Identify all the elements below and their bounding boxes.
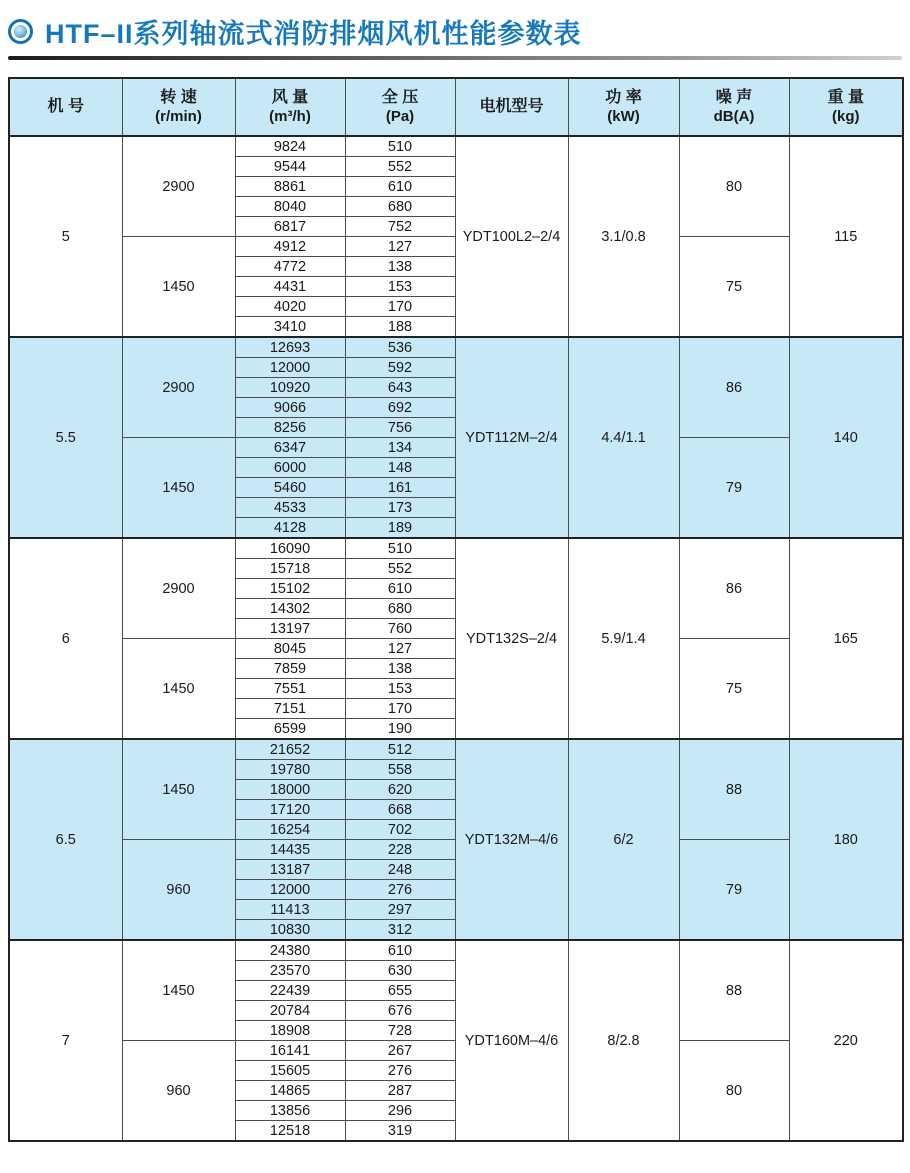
- cell-pressure: 552: [345, 157, 455, 177]
- cell-airflow: 15605: [235, 1061, 345, 1081]
- cell-pressure: 228: [345, 840, 455, 860]
- cell-pressure: 138: [345, 257, 455, 277]
- col-header-label: 全 压: [381, 88, 419, 106]
- cell-airflow: 15102: [235, 579, 345, 599]
- cell-motor-model: YDT132S–2/4: [455, 538, 568, 739]
- cell-airflow: 18908: [235, 1021, 345, 1041]
- cell-speed: 2900: [122, 136, 235, 237]
- cell-pressure: 655: [345, 981, 455, 1001]
- cell-weight: 165: [789, 538, 903, 739]
- table-row: [9, 337, 903, 358]
- cell-noise: 80: [679, 1041, 789, 1142]
- cell-airflow: 16090: [235, 538, 345, 559]
- cell-airflow: 24380: [235, 940, 345, 961]
- cell-weight: 220: [789, 940, 903, 1141]
- cell-airflow: 8045: [235, 639, 345, 659]
- cell-pressure: 760: [345, 619, 455, 639]
- page-title: HTF–II系列轴流式消防排烟风机性能参数表: [45, 19, 582, 49]
- cell-pressure: 536: [345, 337, 455, 358]
- cell-speed: 960: [122, 1041, 235, 1142]
- cell-power: 3.1/0.8: [568, 136, 679, 337]
- col-header-label: 机 号: [47, 98, 84, 115]
- cell-speed: 1450: [122, 739, 235, 840]
- cell-weight: 115: [789, 136, 903, 337]
- col-header-speed: [122, 78, 235, 136]
- col-header-label: 噪 声: [715, 88, 753, 106]
- cell-airflow: 7859: [235, 659, 345, 679]
- cell-pressure: 610: [345, 177, 455, 197]
- cell-pressure: 752: [345, 217, 455, 237]
- cell-motor-model: YDT132M–4/6: [455, 739, 568, 940]
- cell-airflow: 4128: [235, 518, 345, 539]
- cell-pressure: 161: [345, 478, 455, 498]
- col-header-weight: [789, 78, 903, 136]
- cell-pressure: 510: [345, 538, 455, 559]
- cell-noise: 79: [679, 840, 789, 941]
- cell-airflow: 19780: [235, 760, 345, 780]
- cell-pressure: 127: [345, 237, 455, 257]
- cell-airflow: 9066: [235, 398, 345, 418]
- cell-airflow: 22439: [235, 981, 345, 1001]
- cell-airflow: 6599: [235, 719, 345, 740]
- cell-pressure: 680: [345, 599, 455, 619]
- col-header-label: 转 速: [160, 88, 197, 106]
- cell-power: 8/2.8: [568, 940, 679, 1141]
- cell-power: 4.4/1.1: [568, 337, 679, 538]
- cell-airflow: 13187: [235, 860, 345, 880]
- cell-airflow: 17120: [235, 800, 345, 820]
- table-row: [9, 940, 903, 961]
- cell-noise: 88: [679, 739, 789, 840]
- cell-motor-model: YDT160M–4/6: [455, 940, 568, 1141]
- cell-motor-model: YDT112M–2/4: [455, 337, 568, 538]
- cell-airflow: 6817: [235, 217, 345, 237]
- col-header-noise: [679, 78, 789, 136]
- cell-airflow: 3410: [235, 317, 345, 338]
- cell-pressure: 510: [345, 136, 455, 157]
- bullet-target-icon-core: [14, 25, 27, 38]
- col-header-airflow: [235, 78, 345, 136]
- cell-airflow: 14865: [235, 1081, 345, 1101]
- cell-pressure: 297: [345, 900, 455, 920]
- cell-noise: 75: [679, 237, 789, 338]
- title-bar: [0, 0, 910, 51]
- col-header-label: 功 率: [605, 88, 642, 106]
- cell-pressure: 728: [345, 1021, 455, 1041]
- cell-airflow: 13197: [235, 619, 345, 639]
- cell-pressure: 170: [345, 699, 455, 719]
- cell-airflow: 7151: [235, 699, 345, 719]
- cell-pressure: 319: [345, 1121, 455, 1142]
- col-header-unit: dB(A): [713, 107, 755, 125]
- cell-pressure: 702: [345, 820, 455, 840]
- fan-performance-table: [8, 77, 904, 1142]
- cell-airflow: 9544: [235, 157, 345, 177]
- cell-pressure: 558: [345, 760, 455, 780]
- cell-model-no: 5.5: [9, 337, 122, 538]
- cell-pressure: 276: [345, 880, 455, 900]
- cell-speed: 2900: [122, 538, 235, 639]
- cell-power: 6/2: [568, 739, 679, 940]
- cell-pressure: 756: [345, 418, 455, 438]
- cell-airflow: 4533: [235, 498, 345, 518]
- cell-pressure: 592: [345, 358, 455, 378]
- cell-airflow: 12518: [235, 1121, 345, 1142]
- col-header-motor: [455, 78, 568, 136]
- cell-airflow: 23570: [235, 961, 345, 981]
- cell-airflow: 6000: [235, 458, 345, 478]
- cell-pressure: 680: [345, 197, 455, 217]
- title-underline-rule: [8, 56, 902, 60]
- cell-airflow: 21652: [235, 739, 345, 760]
- col-header-unit: (Pa): [385, 107, 415, 125]
- cell-model-no: 7: [9, 940, 122, 1141]
- cell-weight: 180: [789, 739, 903, 940]
- cell-airflow: 16141: [235, 1041, 345, 1061]
- cell-pressure: 643: [345, 378, 455, 398]
- col-header-model-no: [9, 78, 122, 136]
- cell-pressure: 190: [345, 719, 455, 740]
- col-header-unit: (r/min): [155, 107, 202, 125]
- cell-airflow: 13856: [235, 1101, 345, 1121]
- cell-pressure: 189: [345, 518, 455, 539]
- cell-pressure: 188: [345, 317, 455, 338]
- cell-speed: 1450: [122, 237, 235, 338]
- cell-pressure: 127: [345, 639, 455, 659]
- col-header-unit: (m³/h): [269, 107, 311, 125]
- cell-airflow: 10830: [235, 920, 345, 941]
- cell-airflow: 11413: [235, 900, 345, 920]
- col-header-label: 重 量: [827, 88, 864, 106]
- cell-airflow: 9824: [235, 136, 345, 157]
- cell-model-no: 5: [9, 136, 122, 337]
- cell-pressure: 287: [345, 1081, 455, 1101]
- cell-noise: 86: [679, 337, 789, 438]
- cell-speed: 1450: [122, 438, 235, 539]
- cell-pressure: 173: [345, 498, 455, 518]
- cell-pressure: 134: [345, 438, 455, 458]
- col-header-unit: (kW): [607, 107, 640, 125]
- cell-pressure: 153: [345, 679, 455, 699]
- cell-airflow: 20784: [235, 1001, 345, 1021]
- cell-pressure: 276: [345, 1061, 455, 1081]
- cell-speed: 1450: [122, 940, 235, 1041]
- cell-airflow: 4020: [235, 297, 345, 317]
- col-header-label: 电机型号: [479, 98, 544, 115]
- cell-motor-model: YDT100L2–2/4: [455, 136, 568, 337]
- cell-noise: 79: [679, 438, 789, 539]
- cell-pressure: 153: [345, 277, 455, 297]
- cell-noise: 80: [679, 136, 789, 237]
- cell-speed: 1450: [122, 639, 235, 740]
- cell-speed: 960: [122, 840, 235, 941]
- cell-pressure: 676: [345, 1001, 455, 1021]
- bullet-target-icon: [8, 19, 33, 44]
- cell-airflow: 15718: [235, 559, 345, 579]
- cell-pressure: 610: [345, 579, 455, 599]
- cell-weight: 140: [789, 337, 903, 538]
- cell-airflow: 5460: [235, 478, 345, 498]
- cell-airflow: 12693: [235, 337, 345, 358]
- cell-pressure: 148: [345, 458, 455, 478]
- cell-power: 5.9/1.4: [568, 538, 679, 739]
- cell-airflow: 16254: [235, 820, 345, 840]
- cell-airflow: 10920: [235, 378, 345, 398]
- table-row: [9, 538, 903, 559]
- col-header-pressure: [345, 78, 455, 136]
- col-header-power: [568, 78, 679, 136]
- cell-pressure: 296: [345, 1101, 455, 1121]
- cell-pressure: 170: [345, 297, 455, 317]
- cell-pressure: 267: [345, 1041, 455, 1061]
- cell-airflow: 14435: [235, 840, 345, 860]
- cell-airflow: 12000: [235, 358, 345, 378]
- cell-airflow: 8861: [235, 177, 345, 197]
- cell-pressure: 620: [345, 780, 455, 800]
- table-row: [9, 739, 903, 760]
- cell-noise: 88: [679, 940, 789, 1041]
- cell-pressure: 312: [345, 920, 455, 941]
- cell-model-no: 6.5: [9, 739, 122, 940]
- cell-model-no: 6: [9, 538, 122, 739]
- cell-pressure: 692: [345, 398, 455, 418]
- cell-airflow: 7551: [235, 679, 345, 699]
- cell-airflow: 4912: [235, 237, 345, 257]
- cell-pressure: 630: [345, 961, 455, 981]
- cell-airflow: 8256: [235, 418, 345, 438]
- cell-pressure: 552: [345, 559, 455, 579]
- cell-pressure: 138: [345, 659, 455, 679]
- cell-airflow: 4772: [235, 257, 345, 277]
- cell-pressure: 512: [345, 739, 455, 760]
- cell-airflow: 12000: [235, 880, 345, 900]
- cell-pressure: 610: [345, 940, 455, 961]
- cell-pressure: 668: [345, 800, 455, 820]
- cell-speed: 2900: [122, 337, 235, 438]
- cell-airflow: 18000: [235, 780, 345, 800]
- cell-airflow: 4431: [235, 277, 345, 297]
- table-header-row: [9, 78, 903, 136]
- cell-noise: 86: [679, 538, 789, 639]
- cell-airflow: 14302: [235, 599, 345, 619]
- table-row: [9, 136, 903, 157]
- col-header-label: 风 量: [271, 88, 309, 106]
- col-header-unit: (kg): [832, 107, 860, 125]
- cell-airflow: 6347: [235, 438, 345, 458]
- cell-pressure: 248: [345, 860, 455, 880]
- cell-airflow: 8040: [235, 197, 345, 217]
- cell-noise: 75: [679, 639, 789, 740]
